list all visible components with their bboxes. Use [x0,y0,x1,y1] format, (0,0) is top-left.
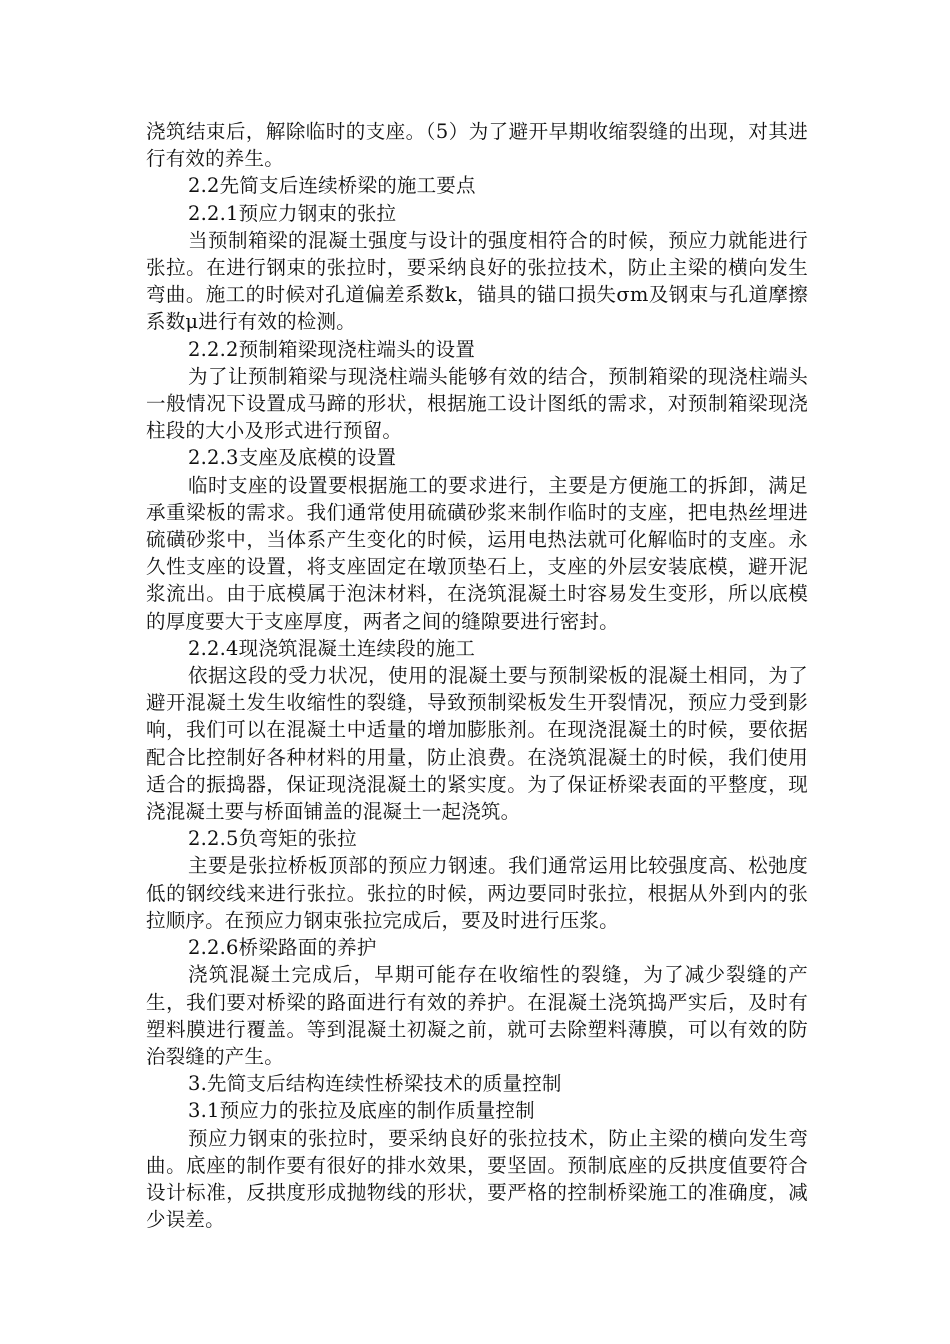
body-paragraph: 主要是张拉桥板顶部的预应力钢速。我们通常运用比较强度高、松弛度低的钢绞线来进行张拉。张拉的时候，两边要同时张拉，根据从外到内的张拉顺序。在预应力钢束张拉完成后，要及时进行压浆。 [146,854,808,932]
body-paragraph: 预应力钢束的张拉时，要采纳良好的张拉技术，防止主梁的横向发生弯曲。底座的制作要有很好的排水效果，要坚固。预制底座的反拱度值要符合设计标准，反拱度形成抛物线的形状，要严格的控制桥梁施工的准确度，减少误差。 [146,1126,808,1232]
subsection-heading: 2.2.3支座及底模的设置 [188,446,397,470]
body-paragraph: 浇筑混凝土完成后，早期可能存在收缩性的裂缝，为了减少裂缝的产生，我们要对桥梁的路面进行有效的养护。在混凝土浇筑捣严实后，及时有塑料膜进行覆盖。等到混凝土初凝之前，就可去除塑料薄膜，可以有效的防治裂缝的产生。 [146,963,808,1068]
subsection-heading: 2.2.6桥梁路面的养护 [188,936,377,960]
document-body [146,118,808,1233]
subsection-heading: 2.2.5负弯矩的张拉 [188,827,357,851]
subsection-heading: 2.2.2预制箱梁现浇柱端头的设置 [188,337,476,361]
subsection-heading: 2.2.4现浇筑混凝土连续段的施工 [188,636,476,660]
section-heading: 3.先简支后结构连续性桥梁技术的质量控制 [188,1072,562,1096]
body-paragraph: 当预制箱梁的混凝土强度与设计的强度相符合的时候，预应力就能进行张拉。在进行钢束的张拉时，要采纳良好的张拉技术，防止主梁的横向发生弯曲。施工的时候对孔道偏差系数k，锚具的锚口损失σm及钢束与孔道摩擦系数μ进行有效的检测。 [146,228,808,334]
body-paragraph: 浇筑结束后，解除临时的支座。（5）为了避开早期收缩裂缝的出现，对其进行有效的养生。 [146,120,808,171]
subsection-heading: 3.1预应力的张拉及底座的制作质量控制 [188,1099,535,1123]
subsection-heading: 2.2.1预应力钢束的张拉 [188,201,397,225]
body-paragraph: 临时支座的设置要根据施工的要求进行，主要是方便施工的拆卸，满足承重梁板的需求。我们通常使用硫磺砂浆来制作临时的支座，把电热丝埋进硫磺砂浆中，当体系产生变化的时候，运用电热法就可化解临时的支座。永久性支座的设置，将支座固定在墩顶垫石上，支座的外层安装底模，避开泥浆流出。由于底模属于泡沫材料，在浇筑混凝土时容易发生变形，所以底模的厚度要大于支座厚度，两者之间的缝隙要进行密封。 [146,473,808,633]
section-heading: 2.2先简支后连续桥梁的施工要点 [188,174,476,198]
body-paragraph: 为了让预制箱梁与现浇柱端头能够有效的结合，预制箱梁的现浇柱端头一般情况下设置成马蹄的形状，根据施工设计图纸的需求，对预制箱梁现浇柱段的大小及形式进行预留。 [146,364,808,443]
body-paragraph: 依据这段的受力状况，使用的混凝土要与预制梁板的混凝土相同，为了避开混凝土发生收缩性的裂缝，导致预制梁板发生开裂情况，预应力受到影响，我们可以在混凝土中适量的增加膨胀剂。在现浇混凝土的时候，要依据配合比控制好各种材料的用量，防止浪费。在浇筑混凝土的时候，我们使用适合的振捣器，保证现浇混凝土的紧实度。为了保证桥梁表面的平整度，现浇混凝土要与桥面铺盖的混凝土一起浇筑。 [146,664,808,824]
